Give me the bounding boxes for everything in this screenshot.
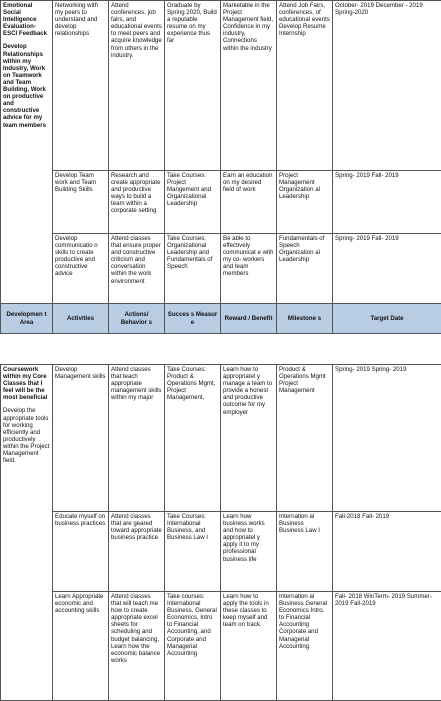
plan-table-section-2 [0,364,441,701]
success-measure-cell: Take Courses: Product & Operations Mgmt, Project Management, [165,365,221,512]
actions-cell: Attend classes that are geared toward appropriate business practice [109,512,165,592]
header-date: Target Date [333,304,441,334]
table-row [1,1,441,171]
header-success: Succes s Measur e [165,304,221,334]
reward-cell: Earn an education on my desired field of work [221,171,277,234]
activity-cell: Develop communicatio n skills to create productive and constructive advice [53,234,109,304]
header-activities: Activities [53,304,109,334]
actions-cell: Research and create appropriate and productive ways to build a team within a corporate setting [109,171,165,234]
success-measure-cell: Take courses: International Business, General Economics, Intro to Financial Accounting, and Corporate and Managerial Accounting [165,592,221,701]
area-title: Coursework within my Core Classes that I feel will be the most beneficial [3,366,50,401]
milestone-cell: Project Management Organization al Leadership [277,171,333,234]
target-date-cell: Spring- 2019 Fall- 2019 [333,234,441,304]
area-title: Emotional Social Intelligence Evaluation- ESCI Feedback [3,2,50,37]
header-milestone: Milestone s [277,304,333,334]
header-reward: Reward / Benefit [221,304,277,334]
success-measure-cell: Take Courses: Project Mangement and Organizational Leadership [165,171,221,234]
activity-cell: Networking with my peers to understand and develop relationships [53,1,109,171]
actions-cell: Attend classes that ensure proper and constructive criticism and conversation within the work environment [109,234,165,304]
success-measure-cell: Take Courses: Organizational Leadership and Fundamentals of Speech [165,234,221,304]
reward-cell: Learn how to apply the tools in these classes to keep myself and team on track. [221,592,277,701]
header-row [1,304,441,334]
milestone-cell: Fundamentals of Speech Organization al Leadership [277,234,333,304]
plan-table-section-1 [0,0,441,334]
area-description: Develop Relationships within my Industry, Work on Teamwork and Team Building, Work on productive and constructive advice for my team members [3,43,50,128]
activity-cell: Educate myself on business practices [53,512,109,592]
table-row [1,512,441,592]
target-date-cell: Fall-2018 Fall- 2019 [333,512,441,592]
activity-cell: Develop Management skills [53,365,109,512]
reward-cell: Learn how business works and how to appropriatel y apply it to my professional business life [221,512,277,592]
reward-cell: Marketable in the Project Management field, Confidence in my industry, Connections within the industry [221,1,277,171]
table-row [1,171,441,234]
milestone-cell: Attend Job Fairs, conferences, of educational events Develop Resume Internship [277,1,333,171]
milestone-cell: Internation al Business General Economics Intro. to Financial Accounting Corporate and Managerial Accounting [277,592,333,701]
table-row [1,592,441,701]
target-date-cell: Spring- 2019 Spring- 2019 [333,365,441,512]
area-description: Develop the appropriate tools for working efficiently and productively within the Project Management field. [3,407,50,464]
success-measure-cell: Take Courses: International Business, and Business Law I [165,512,221,592]
header-area: Developmen t Area [1,304,53,334]
reward-cell: Be able to effectively communicat e with my co- workers and team members [221,234,277,304]
success-measure-cell: Graduate by Spring 2020, Build a reputable resume on my experience thus far [165,1,221,171]
milestone-cell: Product & Operations Mgmt Project Management [277,365,333,512]
activity-cell: Develop Team work and Team Building Skills [53,171,109,234]
activity-cell: Learn Appropriate economic and accounting skills [53,592,109,701]
development-area-cell [1,1,53,304]
development-area-cell [1,365,53,701]
table-row [1,365,441,512]
actions-cell: Attend classes that will teach me how to create appropriate excel sheets for scheduling and budget balancing. Learn how the economic balance works [109,592,165,701]
target-date-cell: Spring- 2019 Fall- 2019 [333,171,441,234]
target-date-cell: Fall- 2018 WinTerm- 2019 Summer-2019 Fall-2019 [333,592,441,701]
reward-cell: Learn how to appropriatel y manage a team to provide a honest and productive outcome for my employer [221,365,277,512]
actions-cell: Attend classes that teach appropriate management skills within my major [109,365,165,512]
actions-cell: Attend conferences, job fairs, and educational events to meet peers and acquire knowledge from others in the industry. [109,1,165,171]
target-date-cell: October- 2019 December - 2019 Spring-2020 [333,1,441,171]
milestone-cell: Internation al Business Business Law I [277,512,333,592]
table-row [1,234,441,304]
header-actions: Actions/ Behavior s [109,304,165,334]
